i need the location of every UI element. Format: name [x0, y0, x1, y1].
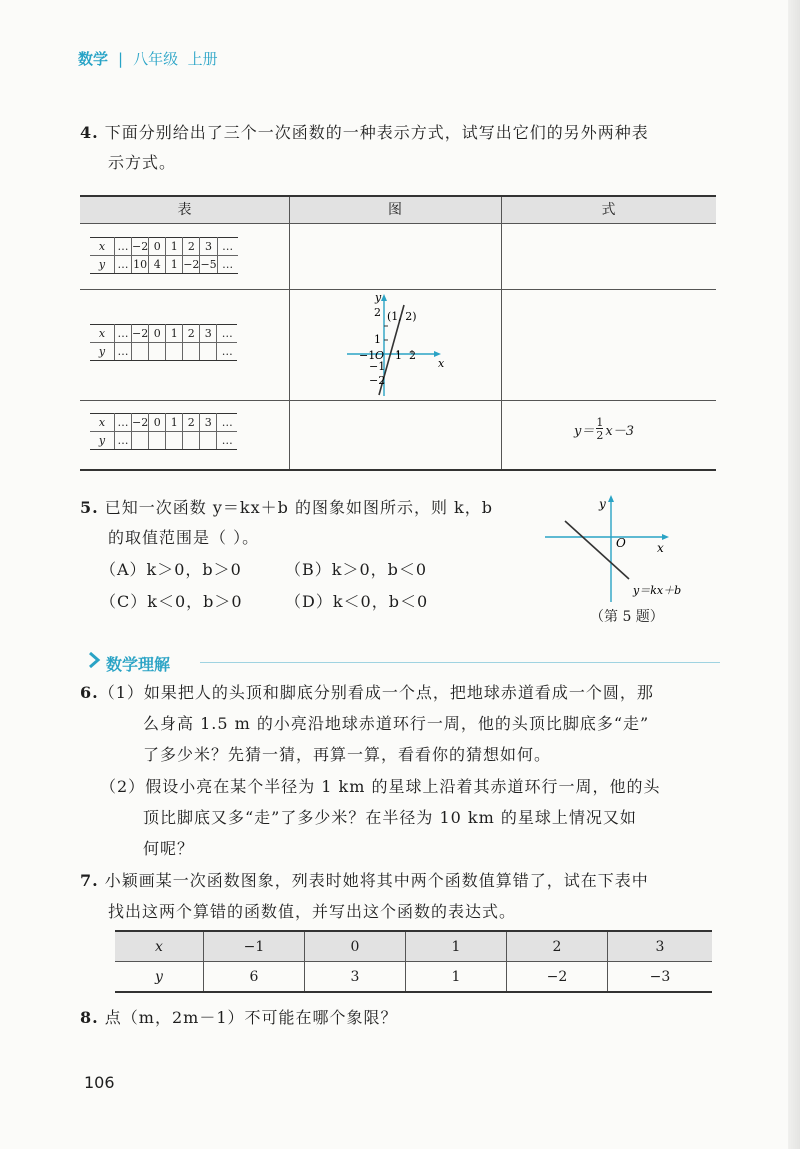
y-tick-label: −2 [369, 374, 386, 387]
y-label: y [115, 962, 204, 993]
question-6-p1-line2: 么身高 1.5 m 的小亮沿地球赤道环行一周，他的头顶比脚底多“走” [143, 714, 650, 733]
formula-left: y＝ [574, 423, 595, 439]
cell [132, 343, 149, 361]
cell: 3 [200, 238, 217, 256]
y-axis-arrow [608, 495, 614, 502]
question-7-text [80, 866, 649, 896]
y-label: y [90, 343, 115, 361]
question-6-p1-line3: 了多少米？先猜一猜，再算一算，看看你的猜想如何。 [143, 745, 552, 764]
question-4-table-header [80, 197, 716, 224]
question-5-caption: （第 5 题） [590, 609, 664, 625]
cell: 4 [149, 256, 166, 274]
question-7-line1: 小颖画某一次函数图象，列表时她将其中两个函数值算错了，试在下表中 [104, 871, 649, 890]
col-header-graph: 图 [388, 202, 402, 218]
y-label: y [90, 256, 115, 274]
divider [501, 197, 502, 469]
question-5-figure [545, 490, 705, 605]
option-a: （A）k＞0，b＞0 [100, 560, 242, 579]
option-d: （D）k＜0，b＜0 [285, 592, 429, 611]
question-4-number: 4. [80, 123, 99, 142]
question-5-text [80, 493, 493, 523]
question-6-p2-line2: 顶比脚底又多“走”了多少米？在半径为 10 km 的星球上情况又如 [143, 808, 637, 827]
cell: 2 [507, 931, 608, 962]
question-6-p2-line3: 何呢？ [143, 839, 195, 858]
cell: 0 [305, 931, 406, 962]
divider [289, 197, 290, 469]
cell: … [115, 432, 132, 450]
y-tick-label: −1 [369, 360, 386, 373]
part-label: （1） [98, 683, 144, 702]
row2-graph [342, 293, 452, 398]
cell: … [217, 343, 238, 361]
cell: −2 [183, 256, 200, 274]
y-label: y [90, 432, 115, 450]
question-6-number: 6. [80, 683, 99, 702]
cell: 3 [200, 325, 217, 343]
x-axis-label: x [657, 541, 664, 555]
cell [149, 432, 166, 450]
row3-value-table [90, 413, 237, 450]
origin-label: O [616, 536, 626, 550]
y-axis-label: y [375, 293, 382, 304]
cell: 0 [149, 325, 166, 343]
cell [166, 343, 183, 361]
cell: 3 [608, 931, 713, 962]
x-label: x [90, 414, 115, 432]
chevron-right-icon [90, 653, 98, 667]
cell [132, 432, 149, 450]
row1-value-table [90, 237, 238, 274]
y-tick-label: 2 [374, 306, 381, 319]
header-grade: 八年级 [133, 50, 179, 68]
x-axis-label: x [438, 357, 445, 370]
x-tick-label: 1 [395, 349, 402, 362]
cell: −1 [204, 931, 305, 962]
y-axis-arrow [381, 294, 387, 301]
cell [200, 432, 217, 450]
question-8-number: 8. [80, 1008, 99, 1027]
divider [80, 400, 716, 401]
cell: … [115, 238, 132, 256]
cell: 1 [166, 414, 183, 432]
fraction [596, 417, 603, 441]
x-tick-label: −1 [359, 349, 376, 362]
cell: 0 [149, 414, 166, 432]
cell: 1 [406, 962, 507, 993]
question-7-line2: 找出这两个算错的函数值，并写出这个函数的表达式。 [108, 902, 517, 921]
cell: … [217, 238, 238, 256]
question-6-p1-line1: 如果把人的头顶和脚底分别看成一个点，把地球赤道看成一个圆，那 [143, 683, 654, 702]
formula-right: x－3 [605, 423, 634, 439]
cell: 3 [305, 962, 406, 993]
x-tick-label: 2 [409, 349, 416, 362]
cell: … [115, 325, 132, 343]
row2-value-table [90, 324, 237, 361]
cell: 1 [166, 325, 183, 343]
cell: −2 [507, 962, 608, 993]
cell: … [115, 343, 132, 361]
cell [183, 432, 200, 450]
question-5-line2: 的取值范围是（ ）。 [108, 528, 260, 547]
question-7-table [115, 930, 712, 993]
x-label: x [90, 325, 115, 343]
header-subject: 数学 [78, 50, 109, 68]
page-edge [788, 0, 800, 1149]
cell: 6 [204, 962, 305, 993]
cell: −2 [132, 414, 149, 432]
question-4-table [80, 195, 716, 471]
function-line [565, 521, 629, 579]
cell: … [217, 432, 238, 450]
cell: −2 [132, 325, 149, 343]
y-tick-label: 1 [374, 333, 381, 346]
cell [183, 343, 200, 361]
cell: 10 [132, 256, 149, 274]
question-5-line1: 已知一次函数 y＝kx＋b 的图象如图所示，则 k，b [104, 498, 493, 517]
cell: −3 [608, 962, 713, 993]
row3-formula [574, 417, 634, 441]
option-b: （B）k＞0，b＜0 [285, 560, 428, 579]
x-label: x [115, 931, 204, 962]
question-4-line2: 示方式。 [108, 153, 177, 172]
cell: … [217, 414, 238, 432]
fraction-denominator: 2 [596, 429, 604, 442]
cell [200, 343, 217, 361]
line-label: y＝kx＋b [633, 584, 682, 597]
part-label: （2） [100, 777, 146, 796]
cell: 1 [166, 238, 183, 256]
col-header-formula: 式 [601, 202, 616, 218]
cell: 0 [149, 238, 166, 256]
cell: 2 [183, 414, 200, 432]
question-6-part1 [80, 678, 654, 708]
cell [149, 343, 166, 361]
divider [80, 289, 716, 290]
question-7-number: 7. [80, 871, 99, 890]
origin-label: O [375, 349, 385, 362]
question-4-text [80, 118, 649, 148]
x-axis-arrow [662, 534, 669, 540]
col-header-table: 表 [177, 202, 192, 218]
question-8-text [80, 1003, 398, 1033]
cell: 3 [200, 414, 217, 432]
question-6-p2-line1: 假设小亮在某个半径为 1 km 的星球上沿着其赤道环行一周，他的头 [145, 777, 661, 796]
header-volume: 上册 [187, 50, 218, 68]
question-5-number: 5. [80, 498, 99, 517]
cell: 1 [406, 931, 507, 962]
cell: … [115, 414, 132, 432]
point-label: (1, 2) [387, 310, 417, 323]
cell: … [217, 256, 238, 274]
header-separator: | [118, 50, 124, 68]
cell [166, 432, 183, 450]
cell: −2 [132, 238, 149, 256]
cell: 1 [166, 256, 183, 274]
fraction-numerator: 1 [596, 416, 604, 429]
x-label: x [90, 238, 115, 256]
page-header [78, 48, 218, 69]
cell: −5 [200, 256, 217, 274]
section-chevron-icon [84, 650, 104, 670]
cell: 2 [183, 325, 200, 343]
question-8-body: 点（m，2m－1）不可能在哪个象限？ [104, 1008, 398, 1027]
cell: … [217, 325, 238, 343]
option-c: （C）k＜0，b＞0 [100, 592, 243, 611]
section-divider [200, 662, 720, 663]
y-axis-label: y [599, 497, 606, 511]
cell: … [115, 256, 132, 274]
question-4-line1: 下面分别给出了三个一次函数的一种表示方式，试写出它们的另外两种表 [104, 123, 649, 142]
question-6-part2 [100, 772, 661, 802]
section-title: 数学理解 [106, 655, 171, 674]
page-number: 106 [84, 1073, 115, 1092]
cell: 2 [183, 238, 200, 256]
